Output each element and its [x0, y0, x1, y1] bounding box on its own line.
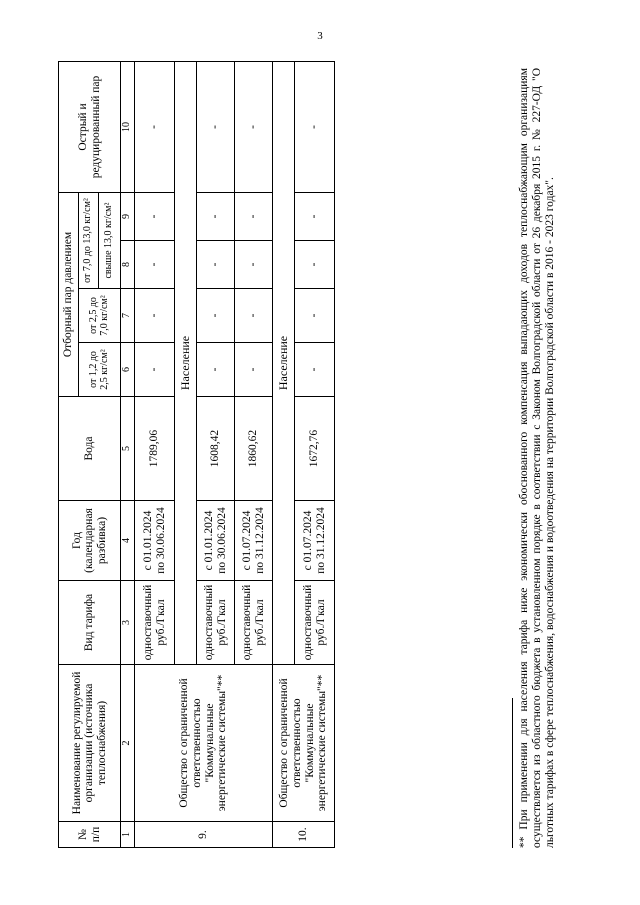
row-p4: - — [135, 193, 175, 241]
header-p2: от 2,5 до 7,0 кг/см² — [79, 289, 121, 343]
row-p4: - — [197, 193, 235, 241]
row-tariff-type: одноставочный руб./Гкал — [295, 581, 335, 665]
col-number: 10 — [121, 62, 135, 193]
row-p4: - — [235, 193, 273, 241]
col-number: 7 — [121, 289, 135, 343]
header-num: № п/п — [59, 822, 121, 848]
row-period: с 01.07.2024 по 31.12.2024 — [235, 501, 273, 581]
header-water: Вода — [59, 397, 121, 501]
row-p2: - — [295, 289, 335, 343]
row-water: 1608,42 — [197, 397, 235, 501]
row-p4: - — [295, 193, 335, 241]
row-water: 1860,62 — [235, 397, 273, 501]
row-period: с 01.01.2024 по 30.06.2024 — [135, 501, 175, 581]
row-p1: - — [135, 343, 175, 397]
row-period: с 01.07.2024 по 31.12.2024 — [295, 501, 335, 581]
row-tariff-type: одноставочный руб./Гкал — [135, 581, 175, 665]
row-water: 1789,06 — [135, 397, 175, 501]
header-steam-group: Отборный пар давлением — [59, 193, 79, 397]
row-tariff-type: одноставочный руб./Гкал — [197, 581, 235, 665]
row-p3: - — [197, 241, 235, 289]
row-num: 10. — [273, 822, 335, 848]
row-p3: - — [295, 241, 335, 289]
rotated-page-content — [58, 68, 578, 848]
row-org-name: Общество с ограниченной ответственностью "Коммунальные энергетические системы"** — [135, 665, 273, 822]
row-sharp: - — [295, 62, 335, 193]
header-p4: свыше 13,0 кг/см² — [99, 193, 121, 289]
row-p2: - — [135, 289, 175, 343]
row-p2: - — [197, 289, 235, 343]
row-sharp: - — [235, 62, 273, 193]
col-number: 5 — [121, 397, 135, 501]
row-p3: - — [235, 241, 273, 289]
table-row — [135, 62, 175, 848]
row-tariff-type: одноставочный руб./Гкал — [235, 581, 273, 665]
row-sharp: - — [135, 62, 175, 193]
row-num: 9. — [135, 822, 273, 848]
header-sharp-steam: Острый и редуцированный пар — [59, 62, 121, 193]
row-p2: - — [235, 289, 273, 343]
population-label: Население — [175, 62, 197, 665]
col-number: 3 — [121, 581, 135, 665]
row-water: 1672,76 — [295, 397, 335, 501]
col-number: 8 — [121, 241, 135, 289]
row-period: с 01.01.2024 по 30.06.2024 — [197, 501, 235, 581]
header-p3: от 7,0 до 13,0 кг/см² — [79, 193, 99, 289]
col-number: 9 — [121, 193, 135, 241]
row-org-name: Общество с ограниченной ответственностью "Коммунальные энергетические системы"** — [273, 665, 335, 822]
tariff-table — [58, 61, 335, 848]
col-number: 2 — [121, 665, 135, 822]
header-period: Год (календарная разбивка) — [59, 501, 121, 581]
header-p1: от 1,2 до 2,5 кг/см² — [79, 343, 121, 397]
col-number: 1 — [121, 822, 135, 848]
row-sharp: - — [197, 62, 235, 193]
row-p3: - — [135, 241, 175, 289]
row-p1: - — [235, 343, 273, 397]
footnote: ** При применении для населения тарифа ниже экономически обоснованного компенсация выпадающих доходов теплоснабжающим организациям осуществляется из областного бюджета в установленном порядке в соответствии с Законом Волгоградской области от 26 декабря 2015 г. № 227-ОД "О льготных тарифах в сфере теплоснабжения, водоснабжения и водоотведения на территории Волгоградской области в 2016 - 2023 годах". — [518, 68, 557, 848]
row-p1: - — [197, 343, 235, 397]
col-number: 6 — [121, 343, 135, 397]
page-number: 3 — [317, 30, 323, 42]
population-label: Население — [273, 62, 295, 665]
row-p1: - — [295, 343, 335, 397]
header-tariff-type: Вид тарифа — [59, 581, 121, 665]
col-number: 4 — [121, 501, 135, 581]
header-org: Наименование регулируемой организации (источника теплоснабжения) — [59, 665, 121, 822]
footnote-separator — [512, 698, 513, 848]
